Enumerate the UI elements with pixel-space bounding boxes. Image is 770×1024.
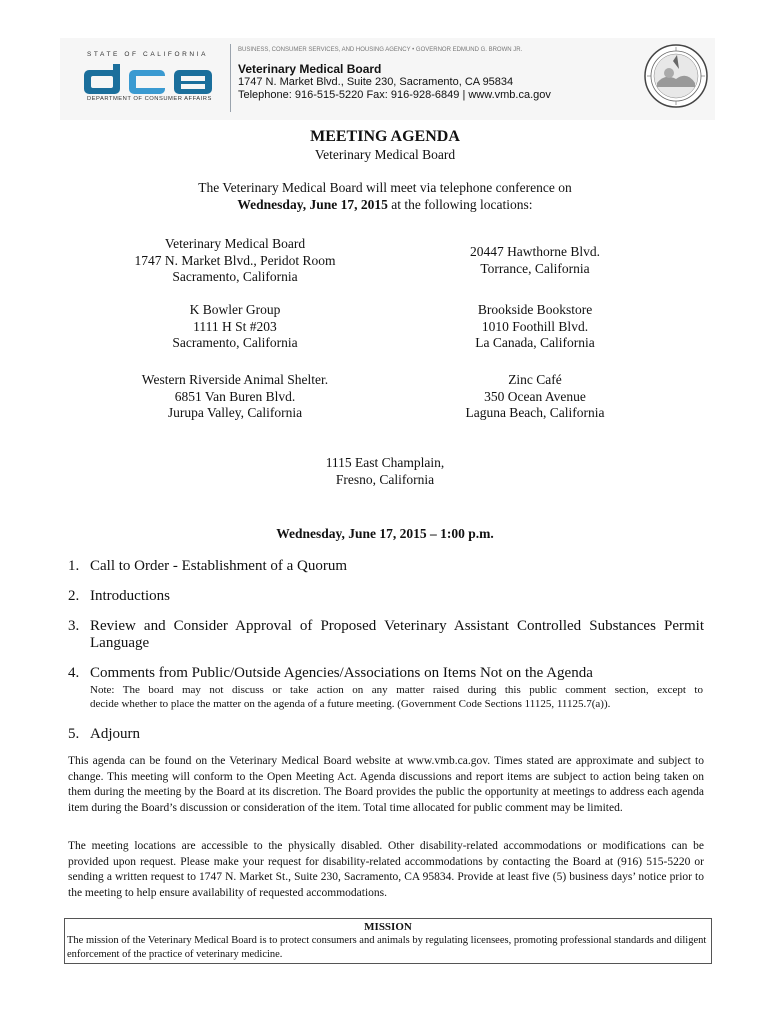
location-line: 350 Ocean Avenue (484, 388, 586, 404)
agenda-title: MEETING AGENDA (310, 128, 460, 145)
item-number: 2. (68, 588, 80, 604)
location-line: Western Riverside Animal Shelter. (141, 372, 329, 387)
location-line: Brookside Bookstore (477, 302, 593, 317)
location-line: La Canada, California (475, 335, 595, 350)
agency-line: BUSINESS, CONSUMER SERVICES, AND HOUSING AGENCY • GOVERNOR EDMUND G. BROWN JR. (238, 47, 523, 53)
letterhead-divider (230, 44, 231, 112)
note-line: Note: The board may not discuss or take action on any matter raised during this public comment section, except to (90, 684, 703, 696)
location-brookside-bookstore (400, 302, 670, 352)
agenda-info-paragraph: This agenda can be found on the Veterinary Medical Board website at www.vmb.ca.gov. Times stated are approximate and subject to change. This meeting will conform to the Open Meeting Act. Agenda discussions and report items are subject to action being taken on them during the meeting by the Board at its discretion. The Board provides the public the opportunity at meetings to address each agenda item during the Board’s discussion or consideration of the item. Total time allocated for public comment may be limited. (68, 755, 704, 814)
location-line: 1115 East Champlain, (325, 455, 445, 470)
item-text: Adjourn (90, 726, 140, 742)
note-line: decide whether to place the matter on the agenda of a future meeting. (Government Code Sections 11125, 11125.7(a)). (90, 698, 611, 710)
agenda-item (68, 588, 704, 605)
location-line: 1111 H St #203 (193, 318, 277, 334)
agenda-subtitle: Veterinary Medical Board (314, 147, 456, 162)
state-of-california-text: STATE OF CALIFORNIA (87, 51, 209, 58)
location-line: Jurupa Valley, California (167, 405, 303, 420)
location-torrance (400, 244, 670, 277)
location-line: Fresno, California (335, 471, 435, 487)
location-line: Zinc Café (508, 372, 562, 387)
item-text: Review and Consider Approval of Proposed Veterinary Assistant Controlled Substances Permit (90, 618, 704, 634)
location-line: Veterinary Medical Board (164, 236, 306, 251)
agenda-item (68, 618, 704, 652)
mission-text: The mission of the Veterinary Medical Board is to protect consumers and animals by regulating licensees, promoting professional standards and diligent enforcement of the practice of veterinary medicine. (67, 935, 707, 960)
board-name: Veterinary Medical Board (238, 62, 382, 76)
meeting-time: Wednesday, June 17, 2015 – 1:00 p.m. (276, 526, 494, 541)
location-zinc-cafe (400, 372, 670, 422)
meeting-date: Wednesday, June 17, 2015 (237, 197, 388, 212)
location-line: 20447 Hawthorne Blvd. (469, 244, 601, 259)
public-comment-note (90, 683, 703, 711)
accessibility-paragraph: The meeting locations are accessible to the physically disabled. Other disability-related accommodations or modifications can be provided upon request. Please make your request for disability-related accommodations by contacting the Board at (916) 515-5220 or sending a written request to 1747 N. Market St., Suite 230, Sacramento, CA 95834. Provide at least five (5) business days’ notice prior to the meeting to help ensure availability of requested accommodations. (68, 840, 704, 899)
location-line: Torrance, California (480, 260, 590, 276)
location-riverside-shelter (100, 372, 370, 422)
item-number: 4. (68, 665, 80, 681)
item-text: Call to Order - Establishment of a Quorum (90, 558, 348, 574)
department-name: DEPARTMENT OF CONSUMER AFFAIRS (87, 96, 212, 102)
mission-title: MISSION (364, 921, 412, 933)
location-line: Sacramento, California (172, 335, 298, 350)
item-text: Introductions (90, 588, 170, 604)
location-k-bowler-group (100, 302, 370, 352)
location-sacramento-vmb (100, 236, 370, 286)
location-line: 6851 Van Buren Blvd. (174, 388, 296, 404)
mission-box (64, 918, 712, 964)
location-line: 1010 Foothill Blvd. (481, 318, 589, 334)
location-line: Sacramento, California (172, 269, 298, 284)
location-fresno (250, 455, 520, 488)
location-line: 1747 N. Market Blvd., Peridot Room (134, 252, 336, 268)
item-text: Comments from Public/Outside Agencies/Associations on Items Not on the Agenda (90, 665, 593, 681)
dca-logo (84, 64, 212, 94)
intro-date-line (0, 197, 770, 213)
item-number: 1. (68, 558, 80, 574)
agenda-item (68, 665, 704, 682)
item-number: 5. (68, 726, 80, 742)
board-contact-line: Telephone: 916-515-5220 Fax: 916-928-6849 | www.vmb.ca.gov (238, 89, 551, 101)
california-seal-icon (643, 43, 709, 109)
agenda-item (68, 558, 704, 575)
location-line: K Bowler Group (189, 302, 281, 317)
board-address: 1747 N. Market Blvd., Suite 230, Sacramento, CA 95834 (238, 76, 514, 88)
agenda-item (68, 726, 704, 743)
location-line: Laguna Beach, California (465, 405, 605, 420)
item-number: 3. (68, 618, 80, 634)
intro-line: The Veterinary Medical Board will meet via telephone conference on (198, 180, 572, 195)
intro-date-suffix: at the following locations: (387, 197, 533, 212)
item-text-continued: Language (90, 635, 150, 651)
letterhead (60, 38, 715, 120)
